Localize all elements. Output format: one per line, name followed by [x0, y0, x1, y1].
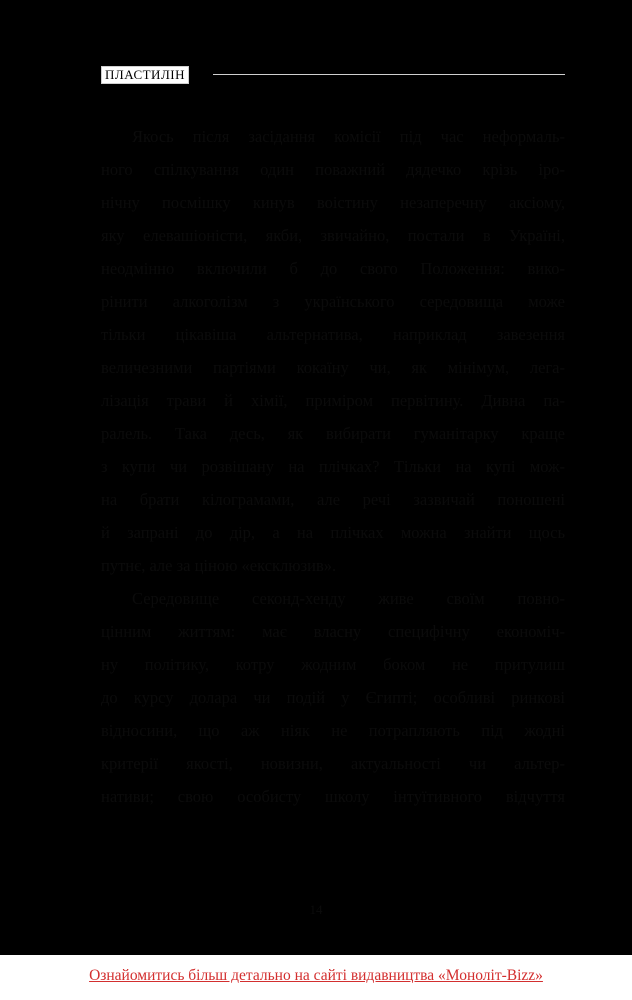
body-text [101, 120, 565, 813]
text-line: відносини, що аж ніяк не потрапляють під жодні [101, 721, 565, 740]
text-line: неодмінно включили б до свого Положення: вико- [101, 259, 565, 278]
running-header [101, 64, 565, 84]
text-line: путнє, але за ціною «ексклюзив». [101, 556, 337, 575]
text-line: ну політику, котру жодним боком не притулиш [101, 655, 565, 674]
text-line: величезними партіями кокаїну чи, як мінімум, лега- [101, 358, 565, 377]
text-line: ралель. Така десь, як вибирати гуманітарку краще [101, 424, 565, 443]
text-line: нічну посмішку кинув воістину незаперечну аксіому, [101, 193, 565, 212]
text-line: рінити алкоголізм з українського середовища може [101, 292, 565, 311]
text-line: ного спілкування один поважний дядечко крізь іро- [101, 160, 565, 179]
text-line: й запрані до дір, а на плічках можна знайти щось [101, 523, 565, 542]
text-line: тільки цікавіша альтернатива, наприклад завезення [101, 325, 565, 344]
publisher-link[interactable]: Ознайомитись більш детально на сайті видавництва «Моноліт-Bizz» [89, 967, 543, 984]
text-line: яку елевашіоністи, якби, звичайно, постали в Україні, [101, 226, 565, 245]
text-line: Середовище секонд-хенду живе своїм повно- [132, 589, 565, 608]
page-number: 14 [309, 902, 323, 917]
text-line: цінним життям: має власну специфічну економіч- [101, 622, 565, 641]
text-line: на брати кілограмами, але речі зазвичай поношені [101, 490, 565, 509]
header-rule [213, 74, 565, 75]
text-line: нативи; свою особисту школу інтуїтивного відчуття [101, 787, 565, 806]
text-line: критерії якості, новизни, актуальності чи альтер- [101, 754, 565, 773]
running-title: ПЛАСТИЛІН [101, 66, 189, 84]
text-line: з купи чи розвішану на плічках? Тільки на купі мож- [101, 457, 565, 476]
text-line: Якось після засідання комісії під час неформаль- [132, 127, 565, 146]
text-line: лізація трави й хімії, приміром первітину. Дивна па- [101, 391, 565, 410]
text-line: до курсу долара чи подій у Єгипті; особливі ринкові [101, 688, 565, 707]
